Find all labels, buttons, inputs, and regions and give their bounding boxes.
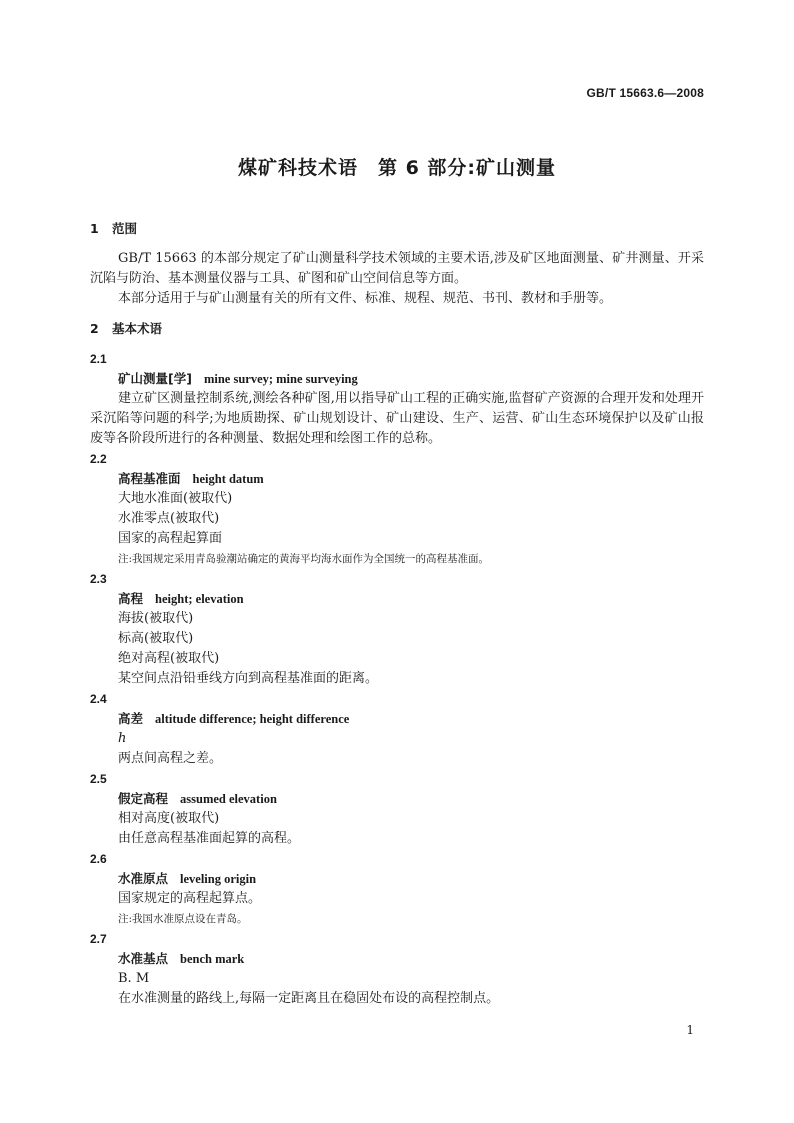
term-line [90,709,704,729]
term-english: height; elevation [155,592,244,606]
term-synonym: 绝对高程(被取代) [118,651,220,666]
term-symbol: h [118,731,127,746]
title-main: 煤矿科技术语 [237,157,358,179]
section-title: 基本术语 [112,321,163,336]
term-chinese: 假定高程 [118,791,169,806]
term-line [90,789,704,809]
section-heading-basic-terms [90,319,704,339]
paragraph: 本部分适用于与矿山测量有关的所有文件、标准、规程、规范、书刊、教材和手册等。 [118,291,613,306]
entry-number: 2.3 [90,572,107,586]
term-chinese: 高程基准面 [118,471,181,486]
term-chinese: 矿山测量[学] [118,371,192,386]
document-body [90,219,704,1009]
term-line [90,949,704,969]
term-english: assumed elevation [180,792,277,806]
document-title [0,153,794,180]
term-synonym: 海拔(被取代) [118,611,194,626]
term-chinese: 水准基点 [118,951,169,966]
term-note: 注:我国规定采用青岛验潮站确定的黄海平均海水面作为全国统一的高程基准面。 [118,553,490,565]
term-note: 注:我国水准原点设在青岛。 [118,913,248,925]
term-line [90,589,704,609]
standard-code: GB/T 15663.6—2008 [586,86,704,100]
term-synonym: 国家的高程起算面 [118,531,223,546]
term-line [90,869,704,889]
section-heading-scope [90,219,704,239]
term-definition: 某空间点沿铅垂线方向到高程基准面的距离。 [118,671,379,686]
entry-number: 2.5 [90,772,107,786]
term-definition: 国家规定的高程起算点。 [118,891,262,906]
term-definition: 两点间高程之差。 [118,751,223,766]
term-synonym: 大地水准面(被取代) [118,491,233,506]
term-english: bench mark [180,952,245,966]
section-number: 2 [90,321,99,336]
term-synonym: 水准零点(被取代) [118,511,220,526]
title-part: 第 6 部分:矿山测量 [377,157,557,179]
term-definition: 在水准测量的路线上,每隔一定距离且在稳固处布设的高程控制点。 [118,991,500,1006]
section-number: 1 [90,221,99,236]
entry-number: 2.4 [90,692,107,706]
term-line [90,369,704,389]
term-english: mine survey; mine surveying [203,372,358,386]
term-synonym: 标高(被取代) [118,631,194,646]
section-title: 范围 [112,221,138,236]
term-english: altitude difference; height difference [155,712,350,726]
entry-number: 2.6 [90,852,107,866]
term-definition: 由任意高程基准面起算的高程。 [118,831,301,846]
term-definition: 建立矿区测量控制系统,测绘各种矿图,用以指导矿山工程的正确实施,监督矿产资源的合理开发和处理开采沉陷等问题的科学;为地质勘探、矿山规划设计、矿山建设、生产、运营、矿山生态环境保护以及矿山报废等各阶段所进行的各种测量、数据处理和绘图工作的总称。 [90,391,704,446]
entry-number: 2.7 [90,932,107,946]
entry-number: 2.1 [90,352,107,366]
term-english: leveling origin [180,872,257,886]
term-english: height datum [192,472,264,486]
term-chinese: 高差 [118,711,144,726]
term-chinese: 高程 [118,591,144,606]
term-synonym: 相对高度(被取代) [118,811,220,826]
term-chinese: 水准原点 [118,871,169,886]
paragraph: GB/T 15663 的本部分规定了矿山测量科学技术领域的主要术语,涉及矿区地面测量、矿井测量、开采沉陷与防治、基本测量仪器与工具、矿图和矿山空间信息等方面。 [90,251,704,286]
term-abbreviation: B. M [118,971,150,986]
term-line [90,469,704,489]
entry-number: 2.2 [90,452,107,466]
page-number: 1 [686,1023,694,1037]
